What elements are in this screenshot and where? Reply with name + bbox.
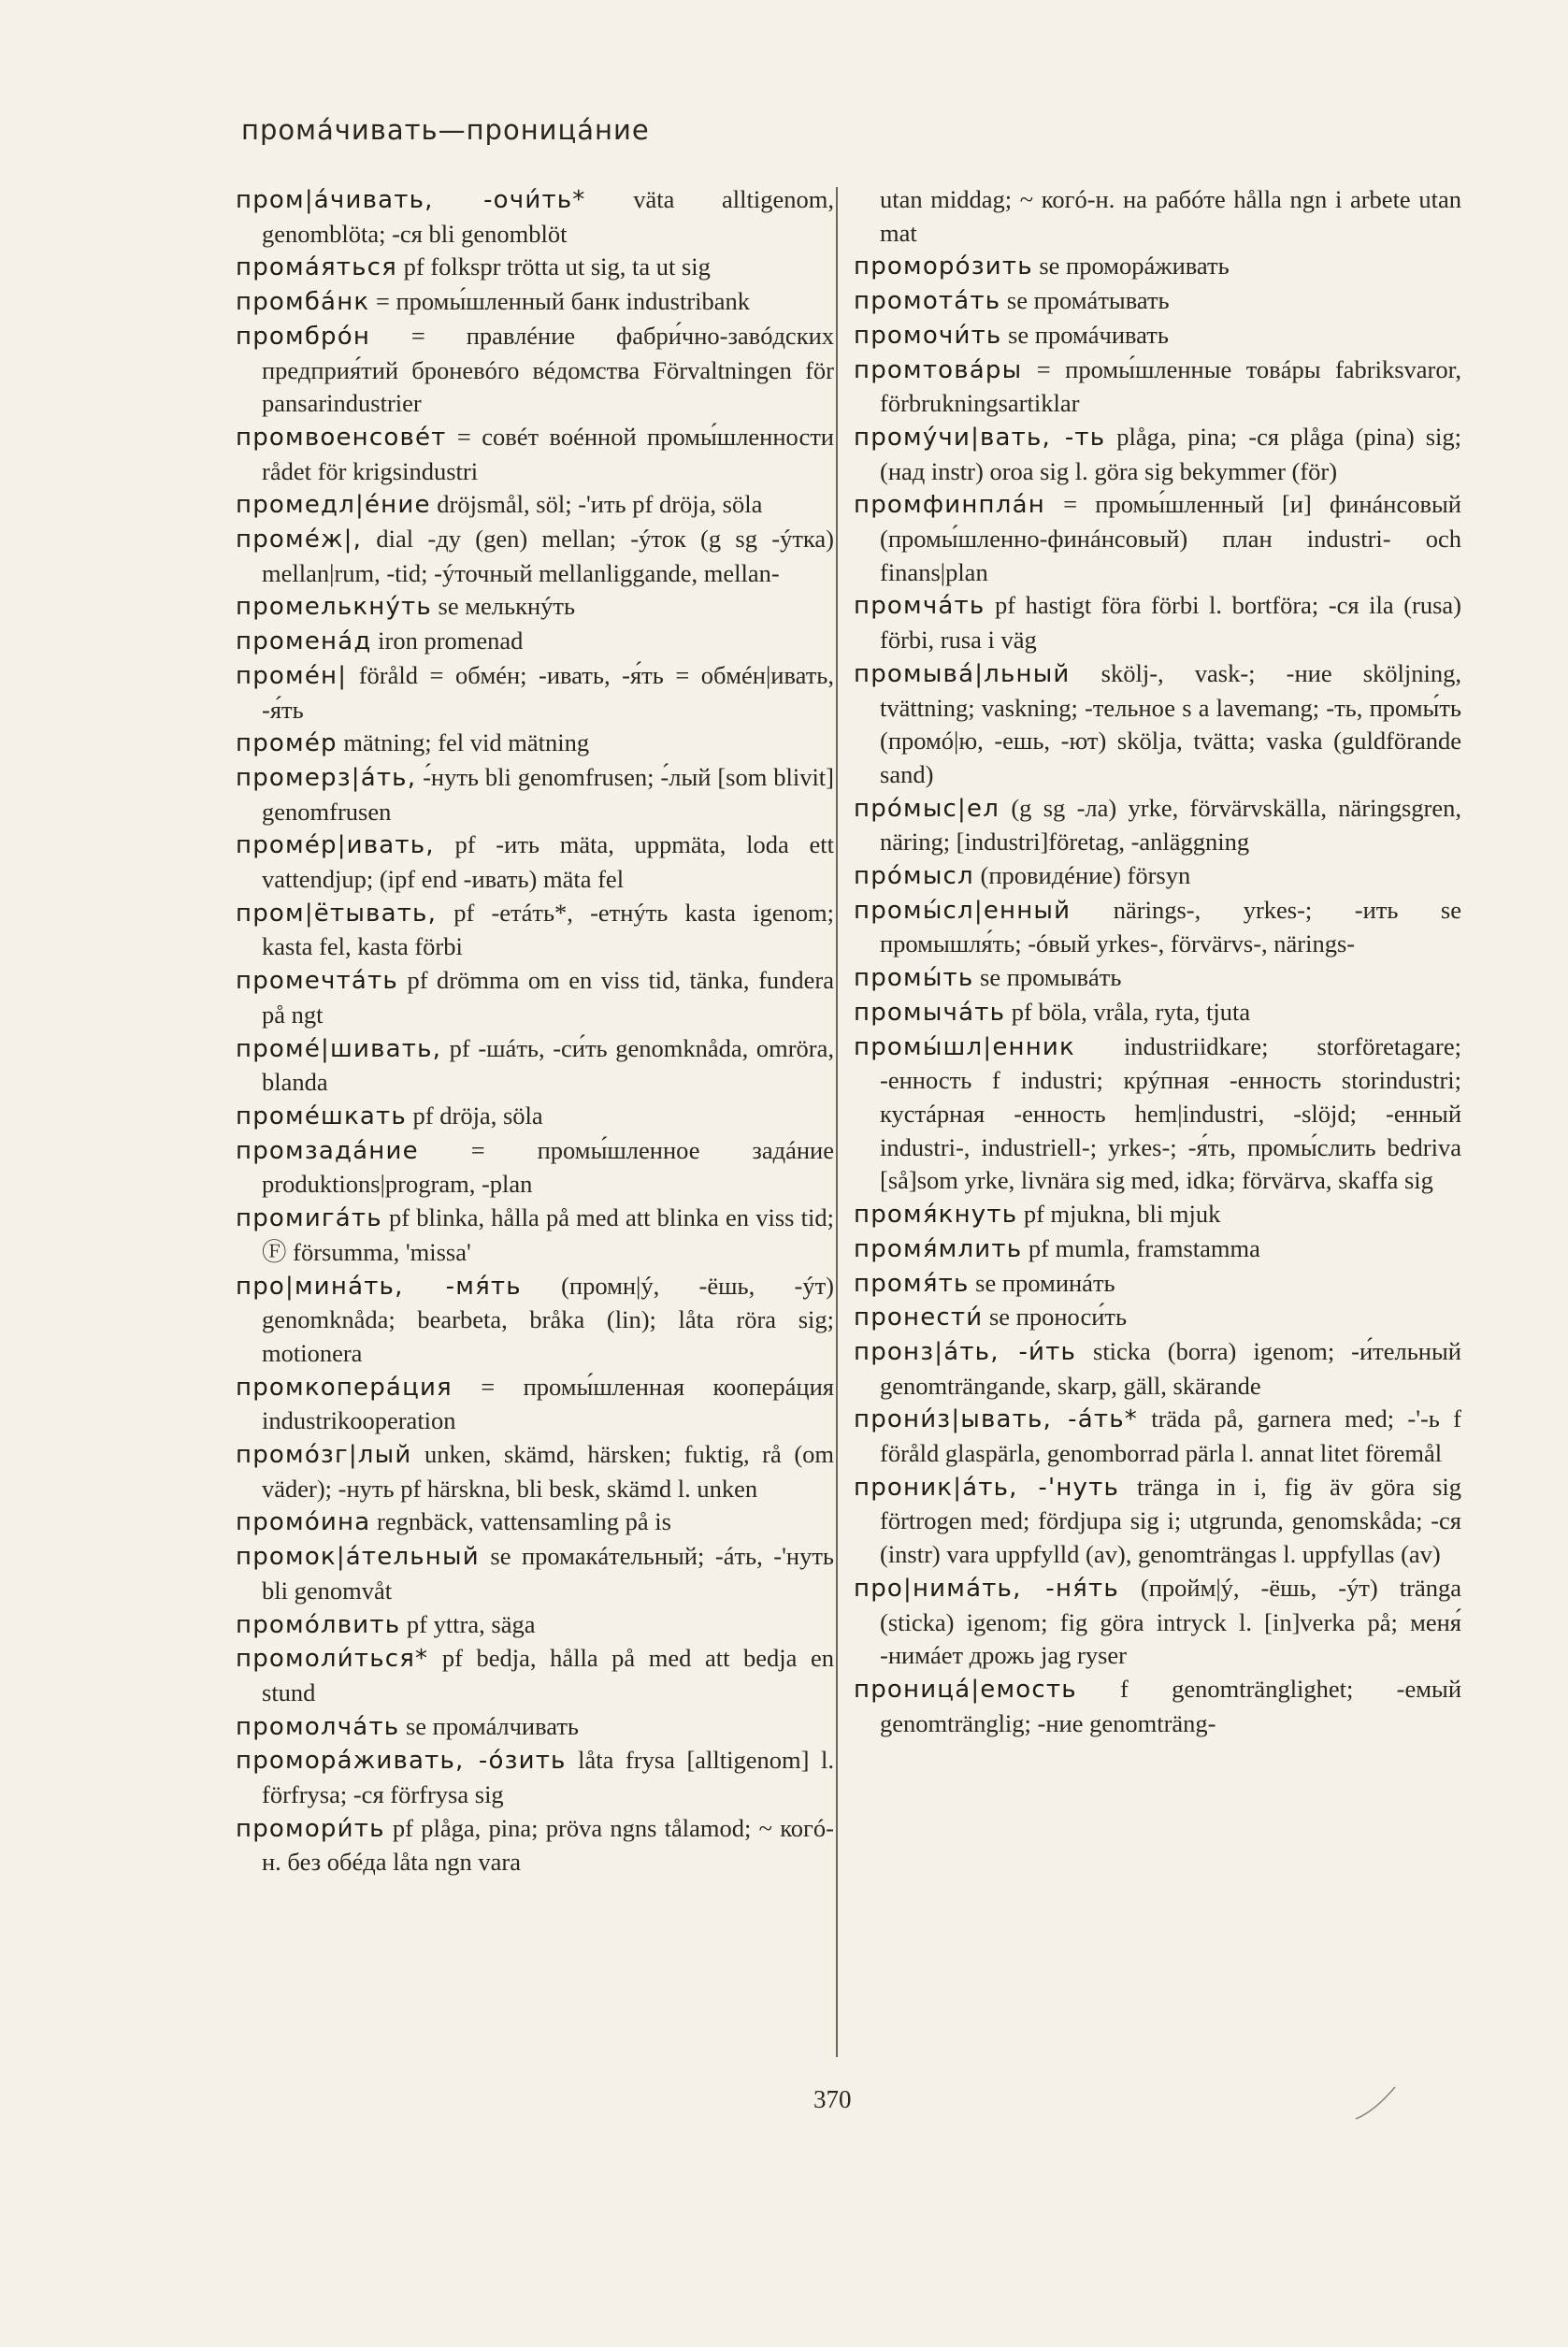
dictionary-entry bbox=[854, 421, 1461, 488]
dictionary-entry bbox=[236, 421, 834, 488]
headword: проморáживать, -óзить bbox=[236, 1747, 567, 1776]
headword: промок|áтельный bbox=[236, 1543, 480, 1572]
headword: промбáнк bbox=[236, 288, 370, 317]
dictionary-entry bbox=[236, 761, 834, 828]
definition: (провидéние) försyn bbox=[973, 861, 1191, 890]
definition: regnbäck, vattensamling på is bbox=[370, 1507, 671, 1536]
page-number: 370 bbox=[813, 2085, 852, 2113]
headword: пром|ётывать, bbox=[236, 899, 438, 928]
headword: пронести́ bbox=[854, 1303, 984, 1332]
headword: промбрóн bbox=[236, 322, 371, 351]
dictionary-entry bbox=[236, 1270, 834, 1371]
definition: = промы́шленное задáние produktions|program, -plan bbox=[262, 1135, 834, 1199]
headword: про|нимáть, -ня́ть bbox=[854, 1574, 1119, 1603]
definition: se промывáть bbox=[973, 963, 1122, 992]
definition: = совéт воéнной промы́шленности rådet för krigsindustri bbox=[262, 422, 834, 485]
dictionary-entry bbox=[854, 1301, 1461, 1335]
headword: промы́ть bbox=[854, 964, 974, 993]
dictionary-entry bbox=[236, 1642, 834, 1709]
dictionary-entry bbox=[236, 659, 834, 727]
headword: промéж|, bbox=[236, 526, 363, 554]
dictionary-entry bbox=[236, 488, 834, 523]
definition: = промы́шленный [и] финáнсовый (промы́шленно-финáнсовый) план industri- och finans|plan bbox=[880, 490, 1461, 586]
dictionary-entry bbox=[236, 1505, 834, 1540]
right-column bbox=[854, 183, 1461, 1740]
dictionary-entry bbox=[854, 1471, 1461, 1572]
definition: = правлéние фабри́чно-завóдских предприя́тий броневóго вéдомства Förvaltningen för pansarindustrier bbox=[262, 321, 834, 418]
dictionary-entry bbox=[854, 1572, 1461, 1673]
definition: pf böla, vråla, ryta, tjuta bbox=[1005, 997, 1251, 1026]
headword: промы́сл|енный bbox=[854, 896, 1072, 925]
definition: f genomtränglighet; -емый genomtränglig; -ние genomträng- bbox=[880, 1674, 1461, 1737]
dictionary-entry bbox=[854, 1198, 1461, 1232]
definition: träda på, garnera med; -'-ь f föråld glaspärla, genomborrad pärla l. annat litet föremål bbox=[880, 1404, 1461, 1468]
dictionary-entry bbox=[236, 727, 834, 761]
headword: промедл|éние bbox=[236, 491, 431, 520]
definition: låta frysa [alltigenom] l. förfrysa; -ся förfrysa sig bbox=[262, 1746, 834, 1809]
dictionary-entry bbox=[854, 859, 1461, 894]
definition: se проноси́ть bbox=[983, 1303, 1128, 1332]
headword: прони́з|ывать, -áть* bbox=[854, 1405, 1138, 1434]
definition: mätning; fel vid mätning bbox=[337, 728, 590, 757]
definition: = промы́шленная кооперáция industrikooperation bbox=[262, 1372, 834, 1435]
definition: pf hastigt föra förbi l. bortföra; -ся ila (rusa) förbi, rusa i väg bbox=[880, 591, 1461, 655]
definition: se промáчивать bbox=[1001, 320, 1169, 349]
headword: проницá|емость bbox=[854, 1675, 1077, 1704]
headword: промтовáры bbox=[854, 355, 1023, 384]
dictionary-entry bbox=[236, 1100, 834, 1134]
headword: промóлвить bbox=[236, 1610, 401, 1639]
headword: промéшкать bbox=[236, 1102, 407, 1130]
headword: промя́ть bbox=[854, 1269, 970, 1298]
definition: pf folkspr trötta ut sig, ta ut sig bbox=[397, 252, 711, 281]
definition: pf yttra, säga bbox=[400, 1609, 536, 1638]
headword: промя́кнуть bbox=[854, 1201, 1018, 1230]
definition: utan middag; ~ когó-н. на рабóте hålla ngn i arbete utan mat bbox=[880, 185, 1461, 247]
definition: pf blinka, hålla på med att blinka en viss tid; Ⓕ försumma, 'missa' bbox=[262, 1203, 834, 1266]
dictionary-entry bbox=[236, 1540, 834, 1607]
headword: промелькнýть bbox=[236, 593, 432, 622]
headword: проморóзить bbox=[854, 252, 1033, 281]
dictionary-entry bbox=[236, 1710, 834, 1745]
definition: = промы́шленные товáры fabriksvaror, förbrukningsartiklar bbox=[880, 354, 1461, 418]
definition: pf mumla, framstamma bbox=[1022, 1233, 1260, 1262]
dictionary-entry bbox=[236, 1032, 834, 1100]
definition: dial -ду (gen) mellan; -ýток (g sg -ýтка) mellan|rum, -tid; -ýточный mellanliggande, mellan- bbox=[262, 525, 834, 587]
dictionary-entry bbox=[236, 251, 834, 285]
dictionary-entry bbox=[236, 1608, 834, 1643]
definition: iron promenad bbox=[371, 626, 524, 655]
dictionary-entry bbox=[236, 1812, 834, 1879]
definition: plåga, pina; -ся plåga (pina) sig; (над instr) oroa sig l. göra sig bekymmer (för) bbox=[880, 422, 1461, 485]
headword: промýчи|вать, -ть bbox=[854, 423, 1106, 452]
dictionary-entry bbox=[854, 589, 1461, 656]
definition: skölj-, vask-; -ние sköljning, tvättning; vaskning; -тельное s a lavemang; -ть, промы́ть (промó|ю, -ешь, -ют) skölja, tvätta; vaska (guldförande sand) bbox=[880, 658, 1461, 788]
definition: (промн|ý, -ёшь, -ýт) genomknåda; bearbeta, bråka (lin); låta röra sig; motionera bbox=[262, 1271, 834, 1367]
dictionary-entry bbox=[854, 353, 1461, 421]
definition: (пройм|ý, -ёшь, -ýт) tränga (sticka) igenom; fig göra intryck l. [in]verka på; меня́ -нимáет дрожь jag ryser bbox=[880, 1573, 1461, 1670]
definition: se мелькнýть bbox=[431, 592, 576, 621]
definition: se проморáживать bbox=[1032, 252, 1230, 281]
headword: пронз|áть, -и́ть bbox=[854, 1337, 1077, 1366]
dictionary-entry bbox=[854, 657, 1461, 792]
headword: промоли́ться* bbox=[236, 1645, 429, 1674]
dictionary-entry bbox=[236, 1438, 834, 1505]
dictionary-entry bbox=[854, 1267, 1461, 1302]
definition: se проминáть bbox=[969, 1268, 1115, 1297]
definition: väta alltigenom, genomblöta; -ся bli genomblöt bbox=[262, 185, 834, 248]
definition: pf -ить mäta, uppmäta, loda ett vattendjup; (ipf end -ивать) mäta fel bbox=[262, 830, 834, 894]
dictionary-entry bbox=[236, 897, 834, 964]
definition: sticka (borra) igenom; -и́тельный genomträngande, skarp, gäll, skärande bbox=[880, 1336, 1461, 1400]
headword: промфинплáн bbox=[854, 491, 1045, 520]
headword: промочи́ть bbox=[854, 321, 1002, 350]
definition: pf mjukna, bli mjuk bbox=[1017, 1200, 1221, 1229]
dictionary-entry bbox=[236, 1202, 834, 1269]
dictionary-entry bbox=[854, 1030, 1461, 1199]
dictionary-entry bbox=[236, 1371, 834, 1438]
dictionary-entry bbox=[236, 964, 834, 1031]
definition: se промáлчивать bbox=[399, 1711, 579, 1740]
headword: промечтáть bbox=[236, 967, 398, 996]
headword: променáд bbox=[236, 627, 372, 656]
headword: промé|шивать, bbox=[236, 1034, 442, 1063]
definition: se промакáтельный; -áть, -'нуть bli genomvåt bbox=[262, 1542, 834, 1605]
headword: промчáть bbox=[854, 592, 985, 621]
pencil-mark bbox=[1346, 2083, 1403, 2121]
dictionary-entry bbox=[854, 250, 1461, 284]
dictionary-entry bbox=[854, 319, 1461, 353]
definition: se промáтывать bbox=[1000, 286, 1170, 315]
dictionary-entry bbox=[236, 828, 834, 896]
headword: промерз|áть, bbox=[236, 763, 417, 792]
definition: (g sg -ла) yrke, förvärvskälla, näringsgren, näring; [industri]företag, -anläggning bbox=[880, 793, 1461, 857]
column-divider bbox=[836, 187, 838, 2057]
headword: промывá|льный bbox=[854, 659, 1071, 688]
headword: промóина bbox=[236, 1508, 371, 1537]
dictionary-entry bbox=[854, 284, 1461, 319]
dictionary-entry bbox=[854, 183, 1461, 250]
dictionary-entry bbox=[236, 523, 834, 590]
headword: прóмысл bbox=[854, 862, 974, 891]
dictionary-entry bbox=[854, 996, 1461, 1030]
dictionary-entry bbox=[236, 625, 834, 659]
headword: проник|áть, -'нуть bbox=[854, 1473, 1120, 1502]
headword: промы́шл|енник bbox=[854, 1032, 1075, 1061]
headword: промзадáние bbox=[236, 1136, 419, 1165]
dictionary-entry bbox=[854, 1403, 1461, 1470]
definition: tränga in i, fig äv göra sig förtrogen med; fördjupa sig i; utgrunda, genomskåda; -ся (instr) vara uppfylld (av), genomträngas l. uppfyllas (av) bbox=[880, 1472, 1462, 1569]
definition: pf plåga, pina; pröva ngns tålamod; ~ когó-н. без обéда låta ngn vara bbox=[262, 1813, 834, 1877]
headword: промéн| bbox=[236, 661, 348, 690]
headword: промя́млить bbox=[854, 1234, 1023, 1263]
definition: pf bedja, hålla på med att bedja en stund bbox=[262, 1644, 834, 1706]
headword: промигáть bbox=[236, 1204, 382, 1233]
definition: = промы́шленный банк industribank bbox=[369, 287, 751, 316]
definition: pf drömma om en viss tid, tänka, fundera på ngt bbox=[262, 966, 834, 1029]
headword: про|минáть, -мя́ть bbox=[236, 1272, 522, 1301]
headword: промóзг|лый bbox=[236, 1441, 412, 1470]
definition: unken, skämd, härsken; fuktig, rå (om väder); -нуть pf härskna, bli besk, skämd l. unken bbox=[262, 1440, 834, 1503]
dictionary-entry bbox=[854, 961, 1461, 996]
dictionary-entry bbox=[854, 488, 1461, 589]
definition: pf -етáть*, -етнýть kasta igenom; kasta fel, kasta förbi bbox=[262, 898, 834, 961]
dictionary-entry bbox=[854, 894, 1461, 961]
running-header: промáчивать—проницáние bbox=[241, 114, 650, 146]
headword: промéр bbox=[236, 729, 338, 758]
definition: -́нуть bli genomfrusen; -́лый [som blivit] genomfrusen bbox=[262, 762, 834, 826]
dictionary-entry bbox=[236, 285, 834, 320]
dictionary-entry bbox=[854, 1232, 1461, 1267]
dictionary-entry bbox=[236, 1134, 834, 1202]
definition: pf -шáть, -си́ть genomknåda, omröra, blanda bbox=[262, 1033, 834, 1097]
dictionary-entry bbox=[236, 1744, 834, 1811]
definition: dröjsmål, söl; -'ить pf dröja, söla bbox=[430, 490, 763, 519]
headword: промори́ть bbox=[236, 1814, 385, 1843]
dictionary-entry bbox=[854, 1335, 1461, 1403]
definition: föråld = обмéн; -ивать, -я́ть = обмéн|ивать, -я́ть bbox=[262, 660, 834, 724]
definition: närings-, yrkes-; -ить se промышля́ть; -óвый yrkes-, förvärvs-, närings- bbox=[880, 895, 1461, 958]
dictionary-entry bbox=[854, 792, 1461, 859]
headword: промкоперáция bbox=[236, 1373, 453, 1402]
dictionary-entry bbox=[236, 183, 834, 251]
headword: промотáть bbox=[854, 287, 1001, 316]
headword: промáяться bbox=[236, 253, 398, 282]
dictionary-entry bbox=[236, 320, 834, 421]
definition: industriidkare; storföretagare; -енность f industri; крýпная -енность storindustri; кустáрная -енность hem|industri, -slöjd; -енный industri-, industriell-; yrkes-; -я́ть, промы́слить bedriva [så]som yrke, livnära sig med, idka; förvärva, skaffa sig bbox=[880, 1031, 1461, 1195]
headword: промвоенсовéт bbox=[236, 423, 447, 452]
dictionary-entry bbox=[854, 1673, 1461, 1740]
headword: промолчáть bbox=[236, 1712, 400, 1741]
headword: промычáть bbox=[854, 998, 1006, 1027]
headword: пром|áчивать, -очи́ть* bbox=[236, 186, 586, 214]
dictionary-entry bbox=[236, 590, 834, 625]
headword: промéр|ивать, bbox=[236, 831, 435, 860]
headword: прóмыс|ел bbox=[854, 794, 1000, 823]
definition: pf dröja, söla bbox=[406, 1101, 543, 1130]
left-column bbox=[236, 183, 834, 1879]
